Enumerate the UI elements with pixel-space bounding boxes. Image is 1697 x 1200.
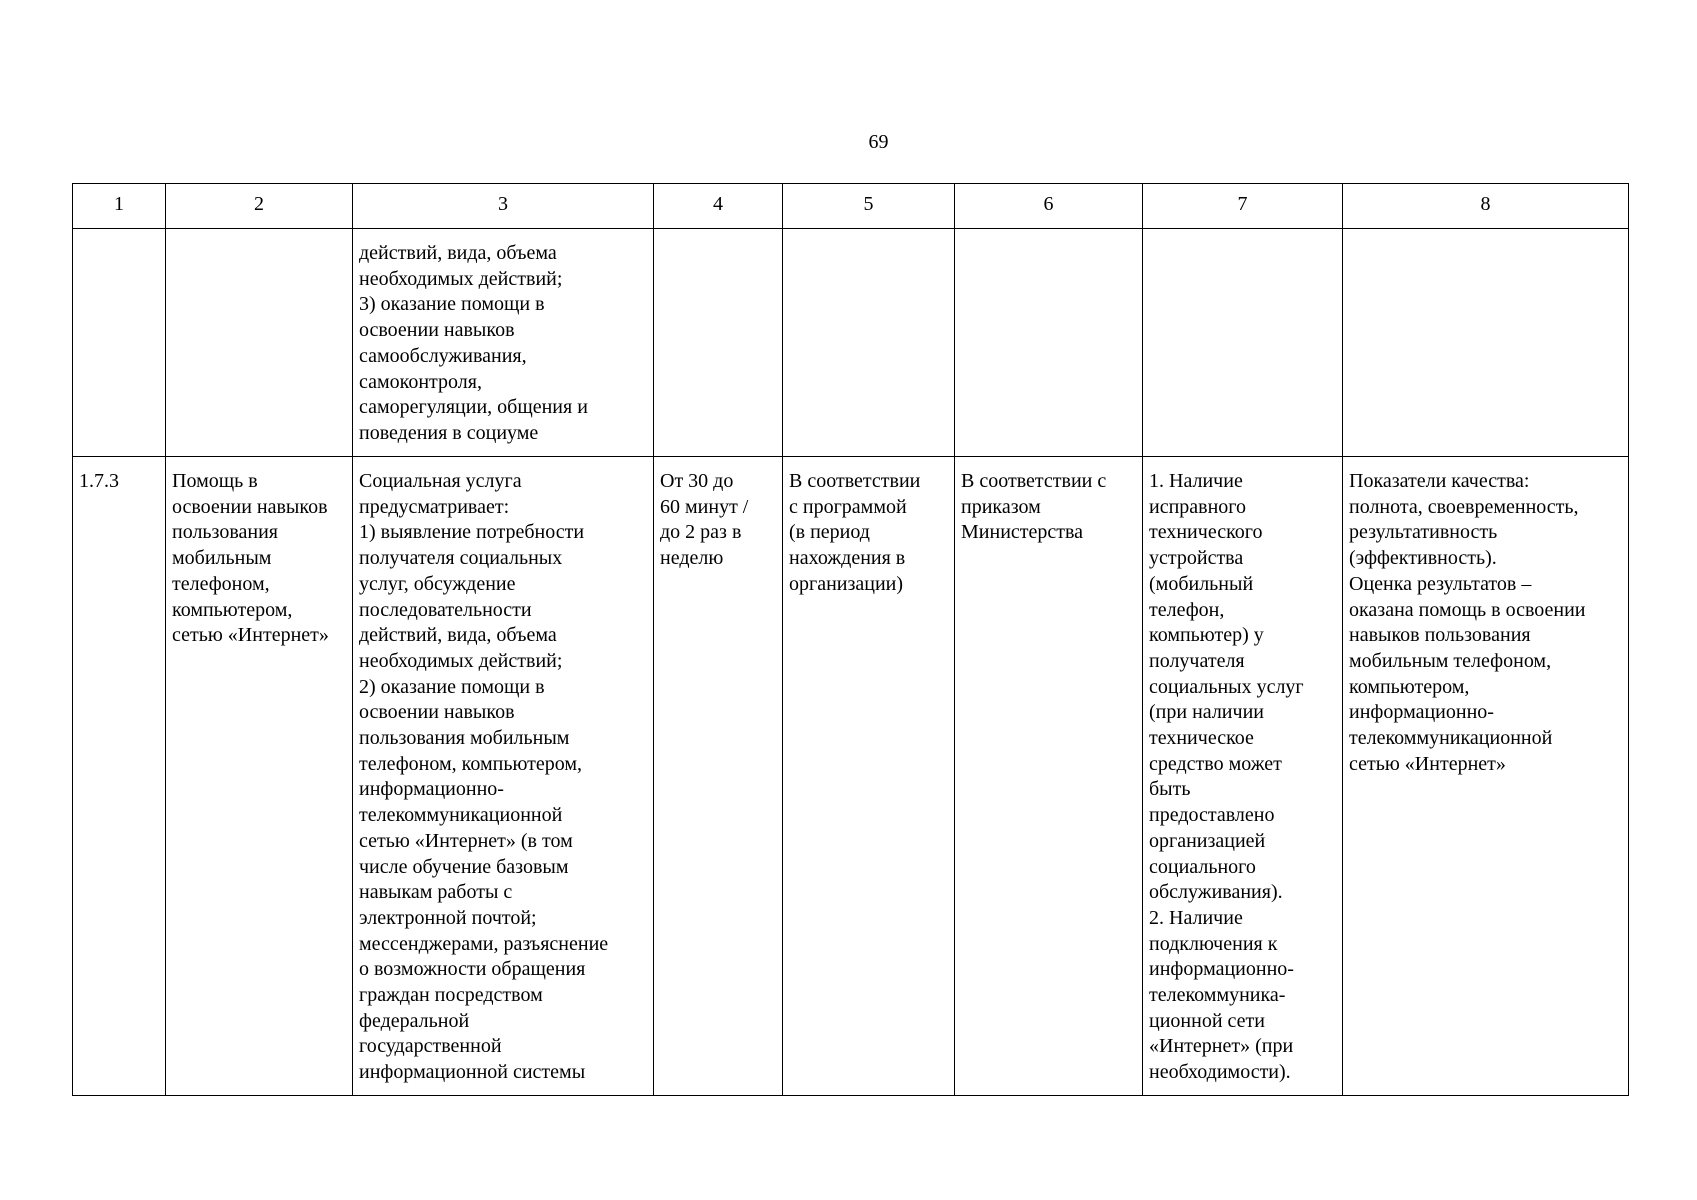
text-line: саморегуляции, общения и bbox=[359, 396, 588, 419]
text-line: (эффективность). bbox=[1349, 547, 1497, 570]
text-line: федеральной bbox=[359, 1009, 470, 1032]
text-line: социального bbox=[1149, 855, 1256, 878]
text-line: В соответствии bbox=[789, 470, 921, 492]
header-cell-1: 1 bbox=[73, 184, 166, 229]
text-line: телекоммуникационной bbox=[359, 804, 563, 827]
cell-quality bbox=[1343, 229, 1629, 457]
text-line: (при наличии bbox=[1149, 701, 1264, 724]
text-line: телефон, bbox=[1149, 598, 1225, 621]
cell-quality bbox=[1343, 457, 1629, 1096]
text-line: мобильным bbox=[172, 547, 272, 570]
cell-service-description bbox=[353, 229, 654, 457]
text-line: 1.7.3 bbox=[79, 470, 119, 492]
text-line: необходимости). bbox=[1149, 1061, 1291, 1084]
text-line: ционной сети bbox=[1149, 1009, 1265, 1032]
text-line: социальных услуг bbox=[1149, 675, 1304, 698]
text-line: с программой bbox=[789, 495, 907, 518]
cell-conditions bbox=[1143, 457, 1343, 1096]
text-line: полнота, своевременность, bbox=[1349, 495, 1579, 518]
text-line: Показатели качества: bbox=[1349, 470, 1530, 492]
text-line: организацией bbox=[1149, 829, 1266, 852]
text-line: до 2 раз в bbox=[660, 521, 742, 544]
text-line: оказана помощь в освоении bbox=[1349, 598, 1586, 621]
table-row-continuation bbox=[73, 229, 1629, 457]
text-line: необходимых действий; bbox=[359, 267, 563, 290]
text-line: информационной системы bbox=[359, 1061, 586, 1084]
text-line: обслуживания). bbox=[1149, 881, 1283, 904]
text-line: сетью «Интернет» (в том bbox=[359, 829, 573, 852]
cell-period bbox=[783, 457, 955, 1096]
text-line: самоконтроля, bbox=[359, 370, 482, 393]
text-line: освоении навыков bbox=[359, 701, 515, 724]
header-cell-3: 3 bbox=[353, 184, 654, 229]
text-line: самообслуживания, bbox=[359, 344, 527, 367]
text-line: 2) оказание помощи в bbox=[359, 675, 545, 698]
text-line: электронной почтой; bbox=[359, 906, 537, 929]
text-line: 1) выявление потребности bbox=[359, 521, 585, 544]
text-line: информационно- bbox=[359, 778, 504, 801]
text-line: информационно- bbox=[1349, 701, 1494, 724]
text-line: получателя социальных bbox=[359, 547, 563, 570]
text-line: результативность bbox=[1349, 521, 1498, 544]
page-number: 69 bbox=[868, 131, 889, 153]
text-line: освоении навыков bbox=[172, 495, 328, 518]
text-line: Социальная услуга bbox=[359, 470, 522, 492]
text-line: компьютером, bbox=[1349, 675, 1470, 698]
text-line: освоении навыков bbox=[359, 319, 515, 342]
text-line: телефоном, компьютером, bbox=[359, 752, 583, 775]
text-line: устройства bbox=[1149, 547, 1244, 570]
text-line: 1. Наличие bbox=[1149, 470, 1243, 492]
cell-duration bbox=[654, 229, 783, 457]
cell-service-name bbox=[166, 457, 353, 1096]
header-cell-8: 8 bbox=[1343, 184, 1629, 229]
text-line: мессенджерами, разъяснение bbox=[359, 932, 609, 955]
text-line: 60 минут / bbox=[660, 495, 749, 518]
cell-service-name bbox=[166, 229, 353, 457]
text-line: предусматривает: bbox=[359, 495, 510, 518]
cell-service-description bbox=[353, 457, 654, 1096]
text-line: получателя bbox=[1149, 649, 1245, 672]
text-line: навыков пользования bbox=[1349, 624, 1531, 647]
text-line: Оценка результатов – bbox=[1349, 572, 1532, 595]
header-cell-6: 6 bbox=[955, 184, 1143, 229]
text-line: действий, вида, объема bbox=[359, 624, 557, 647]
cell-tariff bbox=[955, 457, 1143, 1096]
text-line: пользования мобильным bbox=[359, 727, 570, 750]
services-table bbox=[72, 183, 1629, 1096]
text-line: 2. Наличие bbox=[1149, 906, 1243, 929]
text-line: компьютер) у bbox=[1149, 624, 1264, 647]
text-line: мобильным телефоном, bbox=[1349, 649, 1552, 672]
text-line: быть bbox=[1149, 778, 1191, 801]
cell-period bbox=[783, 229, 955, 457]
text-line: сетью «Интернет» bbox=[1349, 752, 1506, 775]
text-line: информационно- bbox=[1149, 958, 1294, 981]
header-cell-7: 7 bbox=[1143, 184, 1343, 229]
text-line: подключения к bbox=[1149, 932, 1278, 955]
cell-tariff bbox=[955, 229, 1143, 457]
text-line: исправного bbox=[1149, 495, 1247, 518]
header-cell-5: 5 bbox=[783, 184, 955, 229]
text-line: сетью «Интернет» bbox=[172, 624, 329, 647]
text-line: средство может bbox=[1149, 752, 1282, 775]
text-line: 3) оказание помощи в bbox=[359, 293, 545, 316]
cell-number bbox=[73, 457, 166, 1096]
text-line: приказом bbox=[961, 495, 1041, 518]
cell-number bbox=[73, 229, 166, 457]
text-line: о возможности обращения bbox=[359, 958, 586, 981]
text-line: нахождения в bbox=[789, 547, 906, 570]
text-line: поведения в социуме bbox=[359, 421, 539, 444]
text-line: услуг, обсуждение bbox=[359, 572, 516, 595]
text-line: техническое bbox=[1149, 727, 1254, 750]
text-line: Министерства bbox=[961, 521, 1084, 544]
cell-duration bbox=[654, 457, 783, 1096]
text-line: граждан посредством bbox=[359, 984, 543, 1007]
text-line: (мобильный bbox=[1149, 572, 1254, 595]
text-line: неделю bbox=[660, 547, 724, 570]
table-row-1-7-3 bbox=[73, 457, 1629, 1096]
text-line: необходимых действий; bbox=[359, 649, 563, 672]
text-line: телекоммуникационной bbox=[1349, 727, 1553, 750]
text-line: телефоном, bbox=[172, 572, 270, 595]
cell-conditions bbox=[1143, 229, 1343, 457]
text-line: числе обучение базовым bbox=[359, 855, 569, 878]
text-line: «Интернет» (при bbox=[1149, 1035, 1294, 1058]
header-cell-4: 4 bbox=[654, 184, 783, 229]
text-line: действий, вида, объема bbox=[359, 242, 557, 264]
header-cell-2: 2 bbox=[166, 184, 353, 229]
text-line: технического bbox=[1149, 521, 1263, 544]
text-line: государственной bbox=[359, 1035, 502, 1058]
text-line: пользования bbox=[172, 521, 278, 544]
text-line: навыкам работы с bbox=[359, 881, 513, 904]
text-line: телекоммуника- bbox=[1149, 984, 1286, 1007]
text-line: В соответствии с bbox=[961, 470, 1107, 492]
text-line: предоставлено bbox=[1149, 804, 1275, 827]
text-line: От 30 до bbox=[660, 470, 734, 492]
text-line: последовательности bbox=[359, 598, 532, 621]
text-line: компьютером, bbox=[172, 598, 293, 621]
text-line: организации) bbox=[789, 572, 904, 595]
column-number-row bbox=[73, 184, 1629, 229]
text-line: (в период bbox=[789, 521, 870, 544]
text-line: Помощь в bbox=[172, 470, 258, 492]
